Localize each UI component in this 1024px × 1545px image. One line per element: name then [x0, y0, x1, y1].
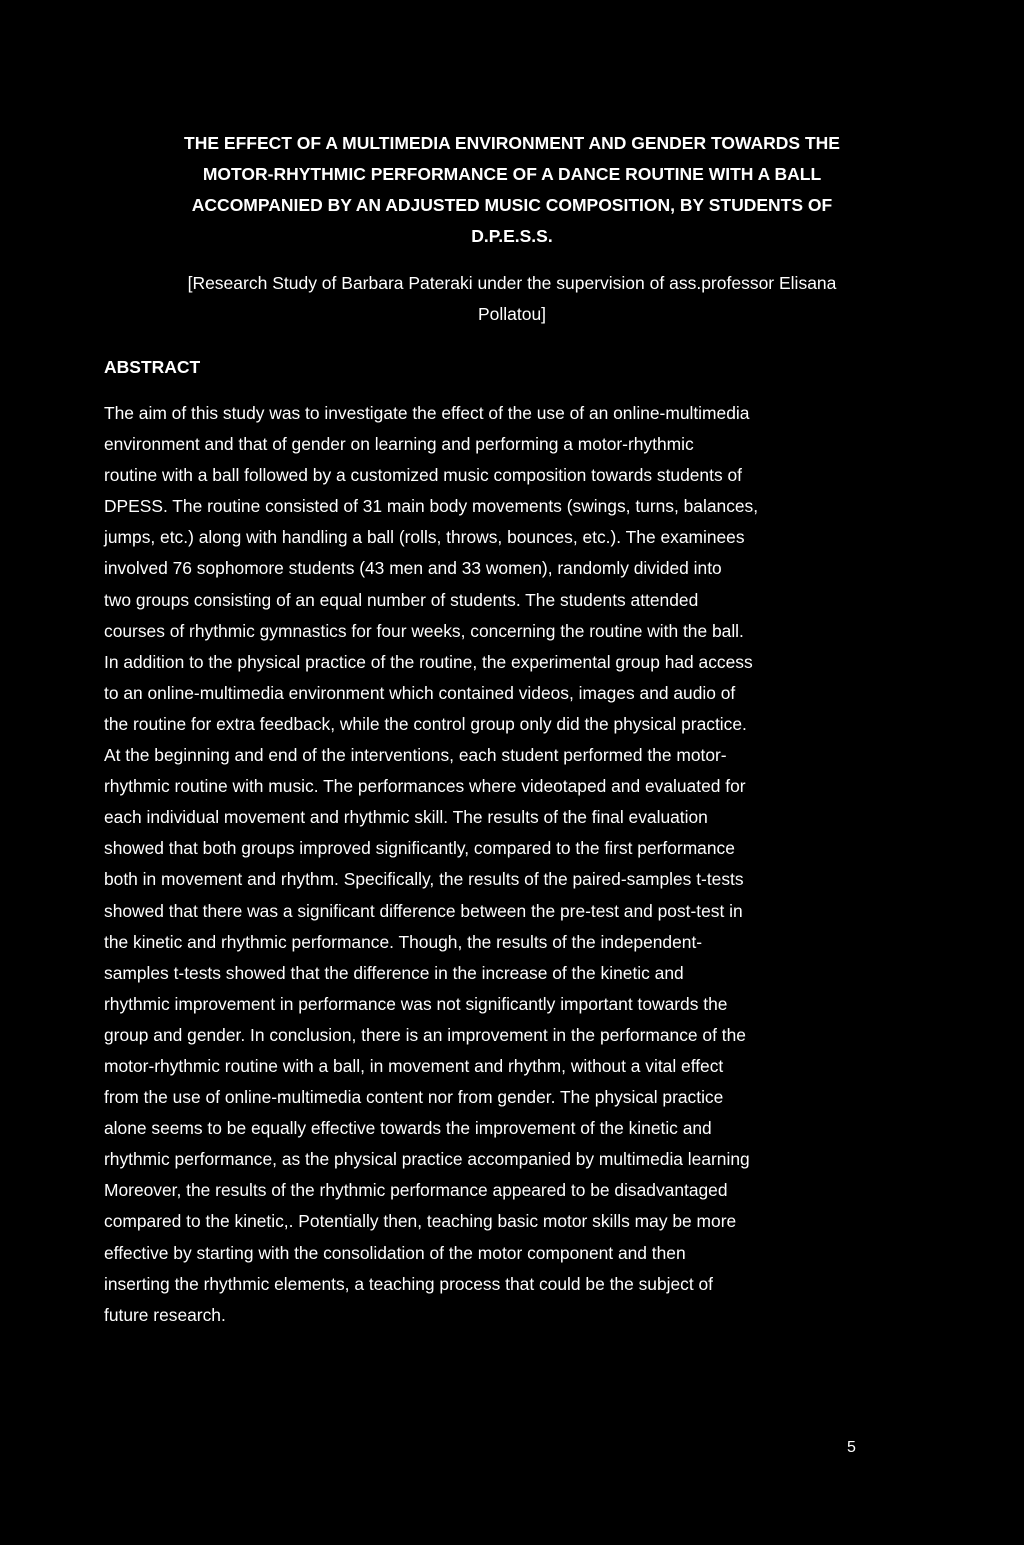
abstract-line: the kinetic and rhythmic performance. Though, the results of the independent- — [104, 931, 703, 952]
attribution-line: [Research Study of Barbara Pateraki under the supervision of ass.professor Elisana — [187, 273, 837, 293]
title-line: D.P.E.S.S. — [471, 226, 553, 246]
title-line: ACCOMPANIED BY AN ADJUSTED MUSIC COMPOSITION, BY STUDENTS OF — [191, 195, 833, 215]
document-title — [104, 128, 920, 252]
abstract-line: rhythmic improvement in performance was not significantly important towards the — [104, 993, 728, 1014]
abstract-line: rhythmic routine with music. The performances where videotaped and evaluated for — [104, 776, 746, 797]
abstract-line: environment and that of gender on learning and performing a motor-rhythmic — [104, 434, 694, 455]
abstract-line: alone seems to be equally effective towards the improvement of the kinetic and — [104, 1118, 712, 1139]
abstract-line: Moreover, the results of the rhythmic performance appeared to be disadvantaged — [104, 1180, 728, 1201]
abstract-line: At the beginning and end of the interventions, each student performed the motor- — [104, 745, 727, 766]
title-line: MOTOR-RHYTHMIC PERFORMANCE OF A DANCE ROUTINE WITH A BALL — [202, 164, 822, 184]
abstract-line: showed that both groups improved significantly, compared to the first performance — [104, 838, 735, 859]
abstract-body — [104, 398, 904, 1331]
abstract-line: In addition to the physical practice of the routine, the experimental group had access — [104, 651, 753, 672]
abstract-line: rhythmic performance, as the physical practice accompanied by multimedia learning — [104, 1149, 750, 1170]
abstract-line: showed that there was a significant difference between the pre-test and post-test in — [104, 900, 743, 921]
abstract-line: compared to the kinetic,. Potentially then, teaching basic motor skills may be more — [104, 1211, 737, 1232]
abstract-line: two groups consisting of an equal number of students. The students attended — [104, 589, 699, 610]
abstract-line: the routine for extra feedback, while the control group only did the physical practice. — [104, 713, 747, 734]
abstract-line: DPESS. The routine consisted of 31 main body movements (swings, turns, balances, — [104, 496, 759, 517]
abstract-line: both in movement and rhythm. Specifically, the results of the paired-samples t-tests — [104, 869, 744, 890]
research-attribution — [104, 268, 920, 330]
abstract-line: involved 76 sophomore students (43 men and 33 women), randomly divided into — [104, 558, 722, 579]
attribution-line: Pollatou] — [477, 304, 547, 324]
abstract-line: to an online-multimedia environment which contained videos, images and audio of — [104, 682, 736, 703]
abstract-line: samples t-tests showed that the difference in the increase of the kinetic and — [104, 962, 684, 983]
abstract-line: group and gender. In conclusion, there is an improvement in the performance of the — [104, 1024, 746, 1045]
abstract-heading: ABSTRACT — [104, 357, 201, 377]
abstract-line: courses of rhythmic gymnastics for four weeks, concerning the routine with the ball. — [104, 620, 744, 641]
abstract-line: each individual movement and rhythmic skill. The results of the final evaluation — [104, 807, 708, 828]
abstract-line: inserting the rhythmic elements, a teaching process that could be the subject of — [104, 1273, 714, 1294]
abstract-line: future research. — [104, 1304, 226, 1325]
abstract-line: effective by starting with the consolidation of the motor component and then — [104, 1242, 686, 1263]
abstract-line: The aim of this study was to investigate the effect of the use of an online-multimedia — [104, 403, 750, 423]
title-line: THE EFFECT OF A MULTIMEDIA ENVIRONMENT AND GENDER TOWARDS THE — [184, 133, 840, 153]
abstract-line: from the use of online-multimedia content nor from gender. The physical practice — [104, 1087, 724, 1108]
page-number: 5 — [847, 1439, 856, 1456]
abstract-line: routine with a ball followed by a customized music composition towards students of — [104, 465, 742, 486]
abstract-line: jumps, etc.) along with handling a ball (rolls, throws, bounces, etc.). The examinees — [104, 527, 745, 548]
abstract-line: motor-rhythmic routine with a ball, in movement and rhythm, without a vital effect — [104, 1055, 724, 1076]
